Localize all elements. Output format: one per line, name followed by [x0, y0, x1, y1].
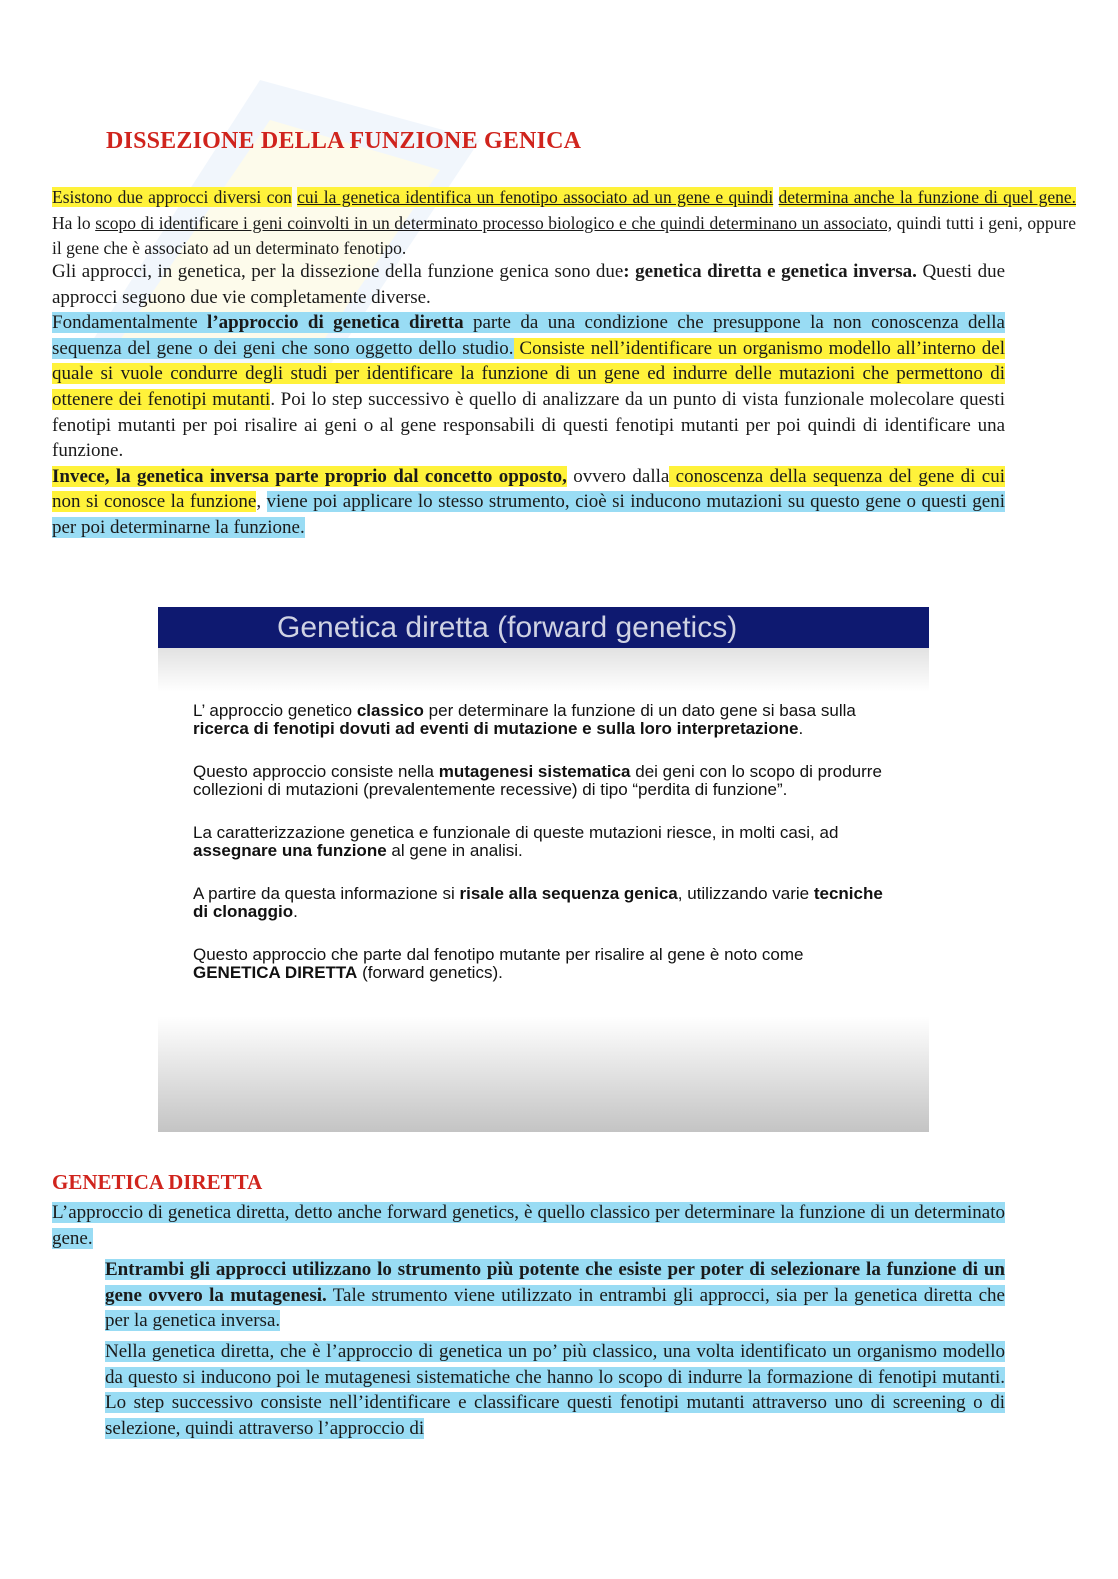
section-text: L’approccio di genetica diretta, detto anche forward genetics, è quello classico per determinare la funzione di un determinato gene.: [52, 1202, 1005, 1249]
slide-paragraph: [193, 946, 889, 982]
slide-text: A partire da questa informazione si: [193, 884, 460, 903]
section-paragraph: [52, 1200, 1005, 1251]
intro-text: quindi tutti i geni, oppure il gene che è associato ad un determinato fenotipo.: [52, 212, 1076, 259]
section-text: Tale strumento viene utilizzato in entrambi gli approcci, sia per la genetica diretta che per la genetica inversa.: [105, 1284, 1005, 1332]
slide-heading: Genetica diretta (forward genetics): [158, 607, 929, 648]
reverse-text: conoscenza della sequenza del gene di cui non si conosce la funzione: [52, 465, 1005, 513]
slide-paragraph: [193, 763, 889, 799]
intro-text: scopo di identificare i geni coinvolti in un determinato processo biologico e che quindi determinano un associato,: [95, 212, 893, 233]
section-text: Nella genetica diretta, che è l’approccio di genetica un po’ più classico, una volta identificato un organismo modello da questo si inducono poi le mutagenesi sistematiche che hanno lo scopo di indurre la formazione di fenotipi mutanti. Lo step successivo consiste nell’identificare e classificare questi fenotipi mutanti attraverso uno di screening o di selezione, quindi attraverso l’approccio di: [105, 1341, 1005, 1439]
slide-bold: tecniche di clonaggio: [193, 884, 883, 921]
intro-text: Esistono due approcci diversi con: [52, 187, 292, 207]
slide-text: La caratterizzazione genetica e funzionale di queste mutazioni riesce, in molti casi, ad: [193, 823, 839, 842]
reverse-bold: Invece, la genetica inversa parte proprio dal concetto opposto,: [52, 465, 567, 487]
intro-text: cui la genetica identifica un fenotipo associato ad un gene e quindi: [297, 187, 774, 207]
forward-bold: l’approccio di genetica diretta: [207, 312, 464, 334]
slide-text: (forward genetics).: [357, 963, 503, 982]
approaches-paragraph: [52, 259, 1005, 541]
page-title: DISSEZIONE DELLA FUNZIONE GENICA: [106, 128, 582, 154]
slide-text: .: [293, 902, 298, 921]
slide-text: al gene in analisi.: [386, 841, 523, 860]
forward-text: per identificare la funzione di un gene ed indurre delle mutazioni che permettono di ottenere dei: [52, 363, 1005, 410]
reverse-text: viene poi applicare lo stesso strumento, cioè si inducono mutazioni su questo gene o questi geni per poi determinarne la funzione.: [52, 491, 1005, 538]
intro-text: determina anche la funzione di quel gene.: [778, 187, 1077, 207]
slide-bold: mutagenesi sistematica: [438, 762, 631, 781]
indented-paragraph: [105, 1257, 1005, 1334]
slide-text: dei geni con lo scopo di produrre collezioni di mutazioni (prevalentemente recessive) di tipo “perdita di funzione”.: [193, 762, 882, 799]
forward-text: Fondamentalmente: [52, 312, 208, 334]
slide-shade: [158, 648, 929, 692]
slide-body: [158, 692, 929, 982]
approaches-text: Questi due approcci seguono due vie completamente diverse.: [52, 261, 1005, 308]
slide-text: , utilizzando varie: [677, 884, 814, 903]
slide-bold: classico: [356, 701, 424, 720]
intro-text: Ha lo: [52, 212, 96, 233]
slide-text: L’ approccio genetico: [193, 701, 357, 720]
reverse-text: ovvero dalla: [566, 465, 670, 487]
slide-image: [158, 607, 929, 1132]
slide-text: .: [798, 719, 804, 738]
intro-paragraph: [52, 185, 1076, 262]
slide-bold: assegnare una funzione: [193, 841, 387, 860]
approaches-bold: : genetica diretta e genetica inversa.: [623, 261, 917, 282]
reverse-text: ,: [256, 491, 267, 513]
slide-text: Questo approccio consiste nella: [193, 762, 439, 781]
slide-paragraph: [193, 702, 889, 738]
slide-bold: GENETICA DIRETTA: [193, 963, 358, 982]
slide-text: Questo approccio che parte dal fenotipo mutante per risalire al gene è noto come: [193, 945, 804, 964]
slide-bold: risale alla sequenza genica: [459, 884, 678, 903]
section-heading: GENETICA DIRETTA: [52, 1170, 263, 1194]
indented-paragraph: [105, 1339, 1005, 1441]
slide-paragraph: [193, 824, 889, 860]
slide-text: per determinare la funzione di un dato gene si basa sulla: [423, 701, 856, 720]
section-bold: Entrambi gli approcci utilizzano lo strumento più potente che esiste per poter di selezionare la funzione di un gene ovvero la mutagenesi.: [105, 1259, 1005, 1306]
forward-text: Consiste nell’identificare un organismo modello all’interno del quale si vuole condurre degli studi: [52, 337, 1005, 385]
forward-text: . Poi lo step successivo è quello di analizzare da un punto di vista funzionale molecolare questi fenotipi mutanti per poi risalire ai geni o al gene responsabili di questi fenotipi mutanti per poi quindi di identificare una funzione.: [52, 388, 1005, 462]
slide-bold: ricerca di fenotipi dovuti ad eventi di mutazione e sulla loro interpretazione: [193, 719, 799, 738]
approaches-text: Gli approcci, in genetica, per la dissezione della funzione genica sono due: [52, 261, 624, 282]
forward-text: parte da una condizione che presuppone la non conoscenza della sequenza del gene o dei geni che sono oggetto dello studio.: [52, 312, 1005, 359]
slide-paragraph: [193, 885, 889, 921]
forward-text: fenotipi mutanti: [141, 388, 271, 410]
